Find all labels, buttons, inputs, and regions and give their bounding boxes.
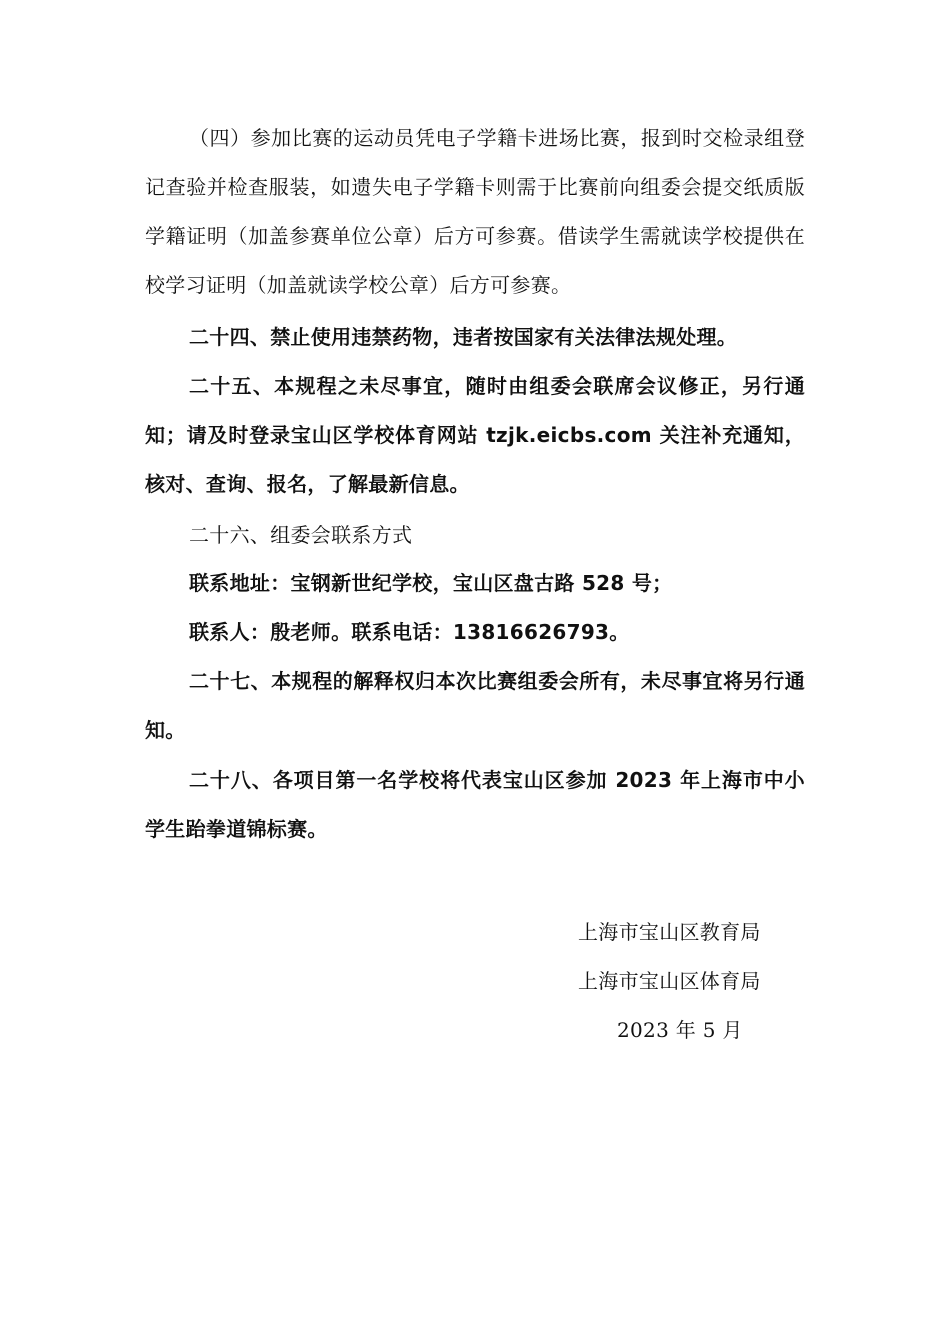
paragraph-25-amendments: 二十五、本规程之未尽事宜，随时由组委会联席会议修正，另行通知；请及时登录宝山区学校体育网站 tzjk.eicbs.com 关注补充通知，核对、查询、报名，了解最新信息。 bbox=[145, 374, 805, 496]
signature-education-bureau: 上海市宝山区教育局 bbox=[578, 920, 761, 944]
paragraph-24-prohibited-drugs: 二十四、禁止使用违禁药物，违者按国家有关法律法规处理。 bbox=[189, 325, 738, 349]
paragraph-28-championship: 二十八、各项目第一名学校将代表宝山区参加 2023 年上海市中小学生跆拳道锦标赛。 bbox=[145, 768, 805, 841]
paragraph-26-contact-heading: 二十六、组委会联系方式 bbox=[189, 523, 413, 547]
contact-address: 联系地址：宝钢新世纪学校，宝山区盘古路 528 号； bbox=[189, 571, 673, 595]
paragraph-student-id-card: （四）参加比赛的运动员凭电子学籍卡进场比赛，报到时交检录组登记查验并检查服装，如遗失电子学籍卡则需于比赛前向组委会提交纸质版学籍证明（加盖参赛单位公章）后方可参赛。借读学生需就读学校提供在校学习证明（加盖就读学校公章）后方可参赛。 bbox=[145, 126, 805, 297]
signature-sports-bureau: 上海市宝山区体育局 bbox=[578, 969, 761, 993]
signature-date: 2023 年 5 月 bbox=[617, 1018, 743, 1042]
paragraph-27-interpretation: 二十七、本规程的解释权归本次比赛组委会所有，未尽事宜将另行通知。 bbox=[145, 669, 805, 742]
contact-person-phone: 联系人：殷老师。联系电话：13816626793。 bbox=[189, 620, 630, 644]
